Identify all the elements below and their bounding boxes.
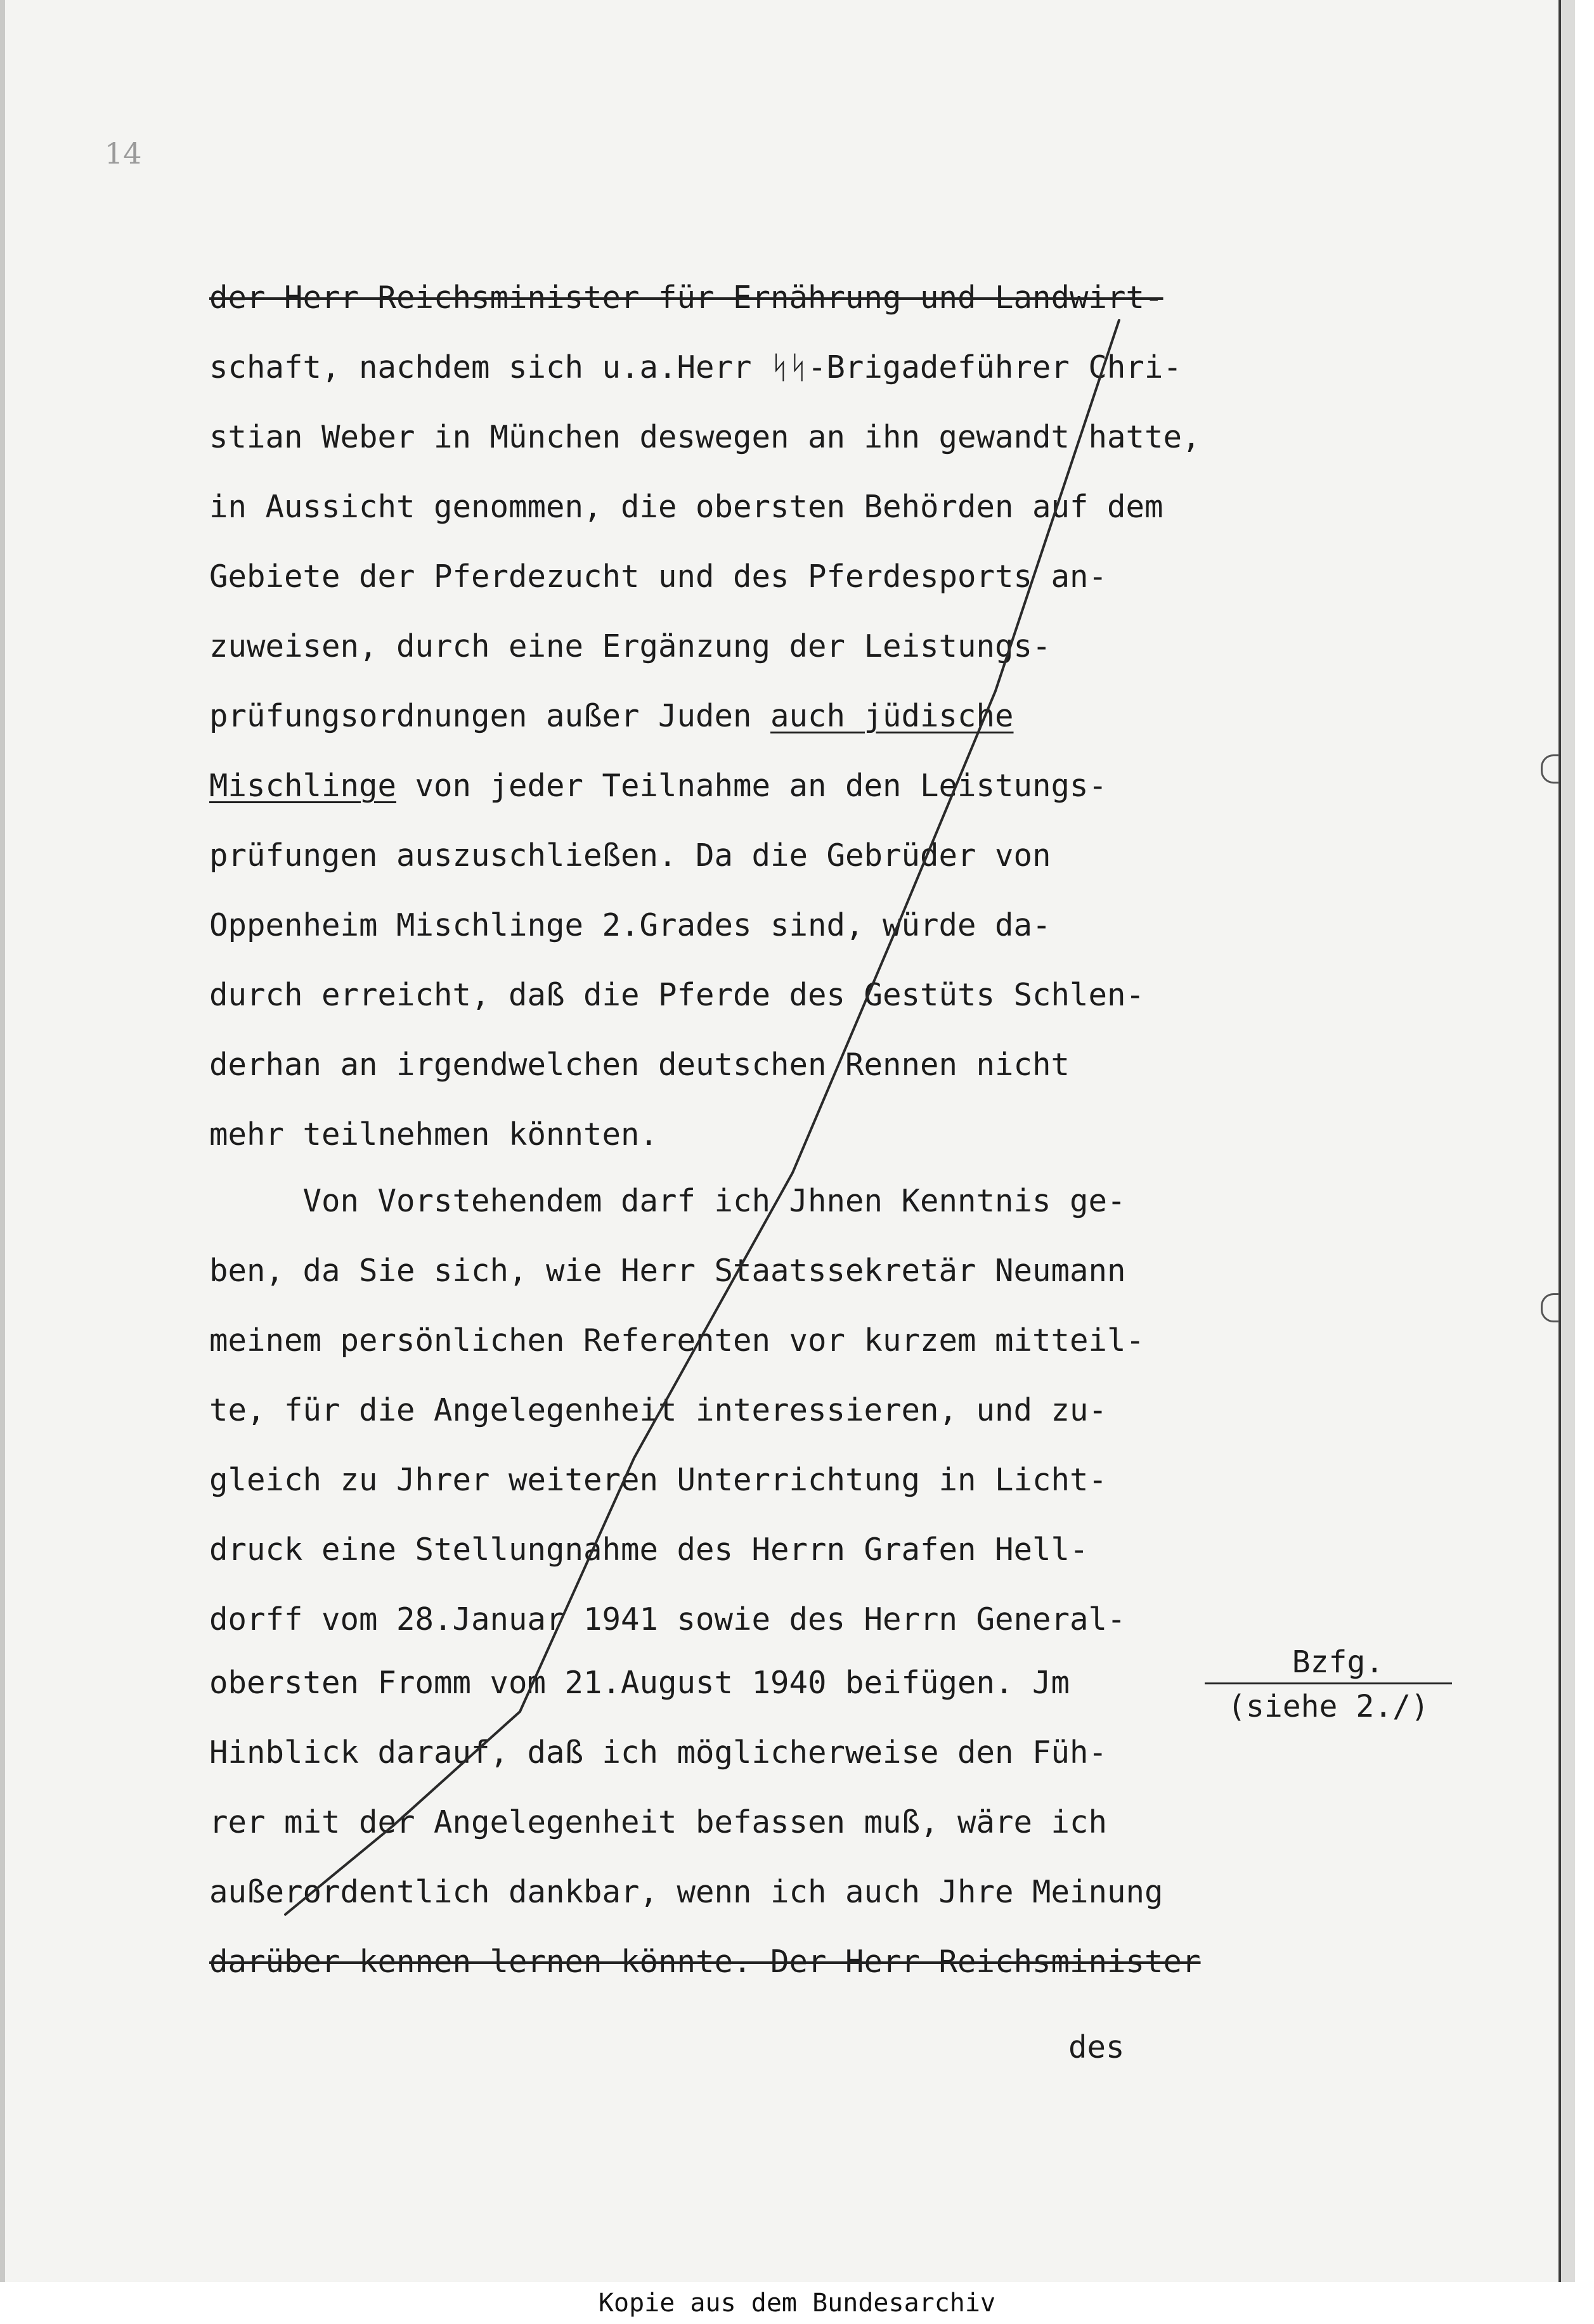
text-line-20: dorff vom 28.Januar 1941 sowie des Herrn General- [209,1601,1126,1637]
text-line-13: mehr teilnehmen könnten. [209,1116,659,1152]
text-line-5: Gebiete der Pferdezucht und des Pferdesports an- [209,558,1108,595]
text-line-9: prüfungen auszuschließen. Da die Gebrüder von [209,837,1051,874]
text-line-23: rer mit der Angelegenheit befassen muß, wäre ich [209,1804,1108,1840]
underlined-text: auch jüdische [770,698,1014,734]
text-line-22: Hinblick darauf, daß ich möglicherweise den Füh- [209,1734,1108,1771]
text-line-18: gleich zu Jhrer weiteren Unterrichtung in Licht- [209,1462,1108,1498]
text-line-21: obersten Fromm vom 21.August 1940 beifügen. Jm [209,1665,1070,1701]
text-line-12: derhan an irgendwelchen deutschen Rennen nicht [209,1047,1070,1083]
ss-rune-symbol: ᛋᛋ [770,349,808,385]
struck-line-text: darüber kennen lernen könnte. Der Herr Reichsminister [209,1944,1201,1980]
text-line-8: Mischlinge von jeder Teilnahme an den Leistungs- [209,768,1108,804]
text-line-4: in Aussicht genommen, die obersten Behörden auf dem [209,489,1163,525]
diagonal-strike-line [285,320,1119,1914]
margin-note-reference: (siehe 2./) [1228,1689,1429,1724]
text-line-24: außerordentlich dankbar, wenn ich auch Jhre Meinung [209,1874,1163,1910]
text-line-7: prüfungsordnungen außer Juden auch jüdische [209,698,1014,734]
page-mark: 14 [105,136,142,171]
underlined-text: Mischlinge [209,768,397,804]
text-line-16: meinem persönlichen Referenten vor kurzem mitteil- [209,1322,1145,1359]
catchword: des [1068,2029,1125,2065]
struck-line-text: der Herr Reichsminister für Ernährung und Landwirt- [209,280,1163,316]
text-line-19: druck eine Stellungnahme des Herrn Grafen Hell- [209,1532,1089,1568]
text-line-15: ben, da Sie sich, wie Herr Staatssekretär Neumann [209,1253,1126,1289]
text-line-3: stian Weber in München deswegen an ihn gewandt hatte, [209,419,1201,455]
text-line-2: schaft, nachdem sich u.a.Herr ᛋᛋ-Brigadeführer Chri- [209,349,1182,385]
text-line-14: Von Vorstehendem darf ich Jhnen Kenntnis ge- [209,1183,1126,1219]
text-line-11: durch erreicht, daß die Pferde des Gestüts Schlen- [209,977,1145,1013]
text-line-10: Oppenheim Mischlinge 2.Grades sind, würde da- [209,907,1051,943]
text-line-17: te, für die Angelegenheit interessieren, und zu- [209,1392,1108,1428]
text-line-6: zuweisen, durch eine Ergänzung der Leistungs- [209,628,1051,664]
archive-footer: Kopie aus dem Bundesarchiv [0,2282,1594,2324]
margin-note-label: Bzfg. [1205,1642,1452,1684]
